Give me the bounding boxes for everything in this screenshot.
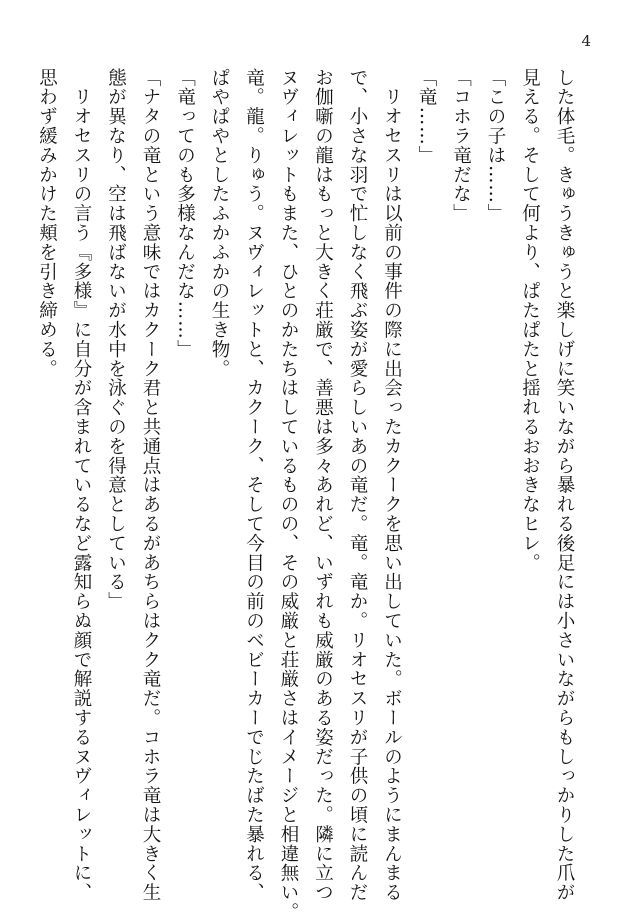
text-line: 「竜……」 (416, 68, 437, 165)
text-line: 「ナタの竜という意味ではカクーク君と共通点はあるがあちらはクク竜だ。コホラ竜は大きく生 (140, 68, 161, 903)
text-line: ぱやぱやとしたふかふかの生き物。 (209, 68, 230, 379)
text-line: お伽噺の龍はもっと大きく荘厳で、善悪は多々あれど、いずれも威厳のある姿だった。隣に立つ (312, 68, 334, 903)
text-line: ヌヴィレットもまた、ひとのかたちはしているものの、その威厳と荘厳さはイメージと相違無い。 (278, 68, 299, 922)
text-line: リオセスリの言う『多様』に自分が含まれているなど露知らぬ顔で解説するヌヴィレットに、 (71, 68, 92, 903)
page-number: 4 (581, 32, 591, 50)
text-line: 「コホラ竜だな」 (450, 68, 472, 224)
text-line: した体毛。きゅうきゅうと楽しげに笑いながら暴れる後足には小さいながらもしっかりした爪が (554, 68, 575, 903)
text-line: 竜。龍。りゅう。ヌヴィレットと、カクーク、そして今目の前のベビーカーでじたばた暴れる、 (243, 68, 265, 903)
text-line: 「この子は……」 (485, 68, 506, 224)
text-line: で、小さな羽で忙しなく飛ぶ姿が愛らしいあの竜だ。竜。竜か。リオセスリが子供の頃に読んだ (347, 68, 368, 903)
text-line: 態が異なり、空は飛ばないが水中を泳ぐのを得意としている」 (105, 68, 127, 612)
text-line: リオセスリは以前の事件の際に出会ったカクークを思い出していた。ボールのようにまんまる (381, 68, 403, 903)
vertical-text-body (29, 68, 581, 922)
text-line: 「竜ってのも多様なんだな……」 (174, 68, 196, 359)
text-line: 思わず緩みかけた頬を引き締める。 (36, 68, 58, 379)
text-line: 見える。そして何より、ぱたぱたと揺れるおおきなヒレ。 (519, 68, 541, 573)
